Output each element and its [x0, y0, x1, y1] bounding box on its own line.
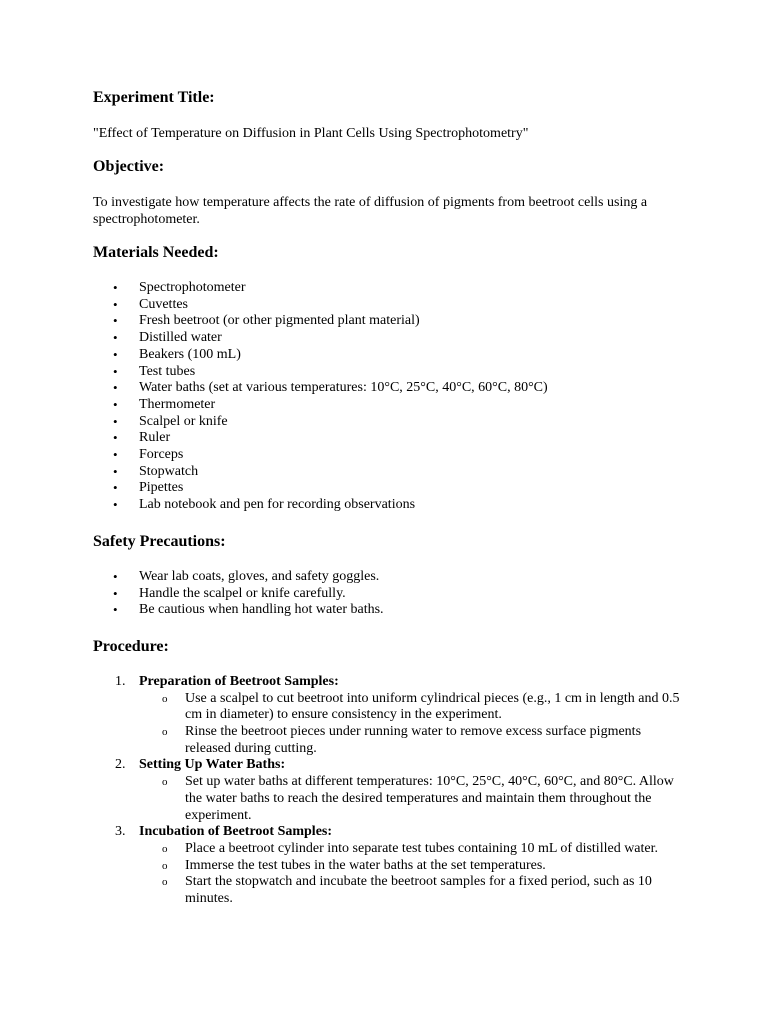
list-item: • Lab notebook and pen for recording observations: [93, 497, 683, 514]
materials-list: [93, 280, 683, 514]
document-content: [93, 88, 683, 908]
list-item: • Stopwatch: [93, 464, 683, 481]
objective-heading: Objective:: [93, 158, 165, 175]
list-item: • Distilled water: [93, 330, 683, 347]
safety-list: [93, 569, 683, 619]
step-title: Incubation of Beetroot Samples:: [139, 824, 333, 840]
step-number: 2.: [115, 757, 126, 773]
substep-item: o Set up water baths at different temperatures: 10°C, 25°C, 40°C, 60°C, and 80°C. Allow the water baths to reach the desired temperatures and maintain them throughout the experiment.: [139, 774, 683, 824]
list-item: • Thermometer: [93, 397, 683, 414]
procedure-heading: Procedure:: [93, 637, 169, 655]
step-number: 3.: [115, 824, 126, 840]
substep-list: [139, 774, 683, 824]
objective-text: To investigate how temperature affects the rate of diffusion of pigments from beetroot cells using a spectrophotometer.: [93, 195, 648, 227]
materials-heading: Materials Needed:: [93, 244, 219, 261]
procedure-step: [93, 757, 683, 824]
list-item: • Test tubes: [93, 364, 683, 381]
list-item: • Beakers (100 mL): [93, 347, 683, 364]
step-title: Setting Up Water Baths:: [139, 757, 286, 773]
list-item: • Water baths (set at various temperatures: 10°C, 25°C, 40°C, 60°C, 80°C): [93, 380, 683, 397]
list-item: • Ruler: [93, 430, 683, 447]
list-item: • Be cautious when handling hot water baths.: [93, 602, 683, 619]
substep-item: o Place a beetroot cylinder into separate test tubes containing 10 mL of distilled water.: [139, 841, 683, 858]
list-item: • Cuvettes: [93, 297, 683, 314]
safety-heading: Safety Precautions:: [93, 532, 226, 550]
procedure-steps: [93, 674, 683, 908]
step-number: 1.: [115, 673, 126, 689]
step-title: Preparation of Beetroot Samples:: [139, 673, 339, 689]
experiment-title-text: "Effect of Temperature on Diffusion in Plant Cells Using Spectrophotometry": [93, 126, 529, 141]
substep-item: o Start the stopwatch and incubate the beetroot samples for a fixed period, such as 10 minutes.: [139, 874, 683, 907]
list-item: • Scalpel or knife: [93, 414, 683, 431]
list-item: • Pipettes: [93, 480, 683, 497]
procedure-step: [93, 824, 683, 908]
list-item: • Wear lab coats, gloves, and safety goggles.: [93, 569, 683, 586]
procedure-step: [93, 674, 683, 758]
substep-item: o Use a scalpel to cut beetroot into uniform cylindrical pieces (e.g., 1 cm in length and 0.5 cm in diameter) to ensure consistency in the experiment.: [139, 691, 683, 724]
substep-list: [139, 841, 683, 908]
list-item: • Fresh beetroot (or other pigmented plant material): [93, 313, 683, 330]
substep-list: [139, 691, 683, 758]
substep-item: o Immerse the test tubes in the water baths at the set temperatures.: [139, 858, 683, 875]
list-item: • Forceps: [93, 447, 683, 464]
substep-item: o Rinse the beetroot pieces under running water to remove excess surface pigments released during cutting.: [139, 724, 683, 757]
list-item: • Handle the scalpel or knife carefully.: [93, 586, 683, 603]
list-item: • Spectrophotometer: [93, 280, 683, 297]
experiment-title-heading: Experiment Title:: [93, 89, 215, 106]
